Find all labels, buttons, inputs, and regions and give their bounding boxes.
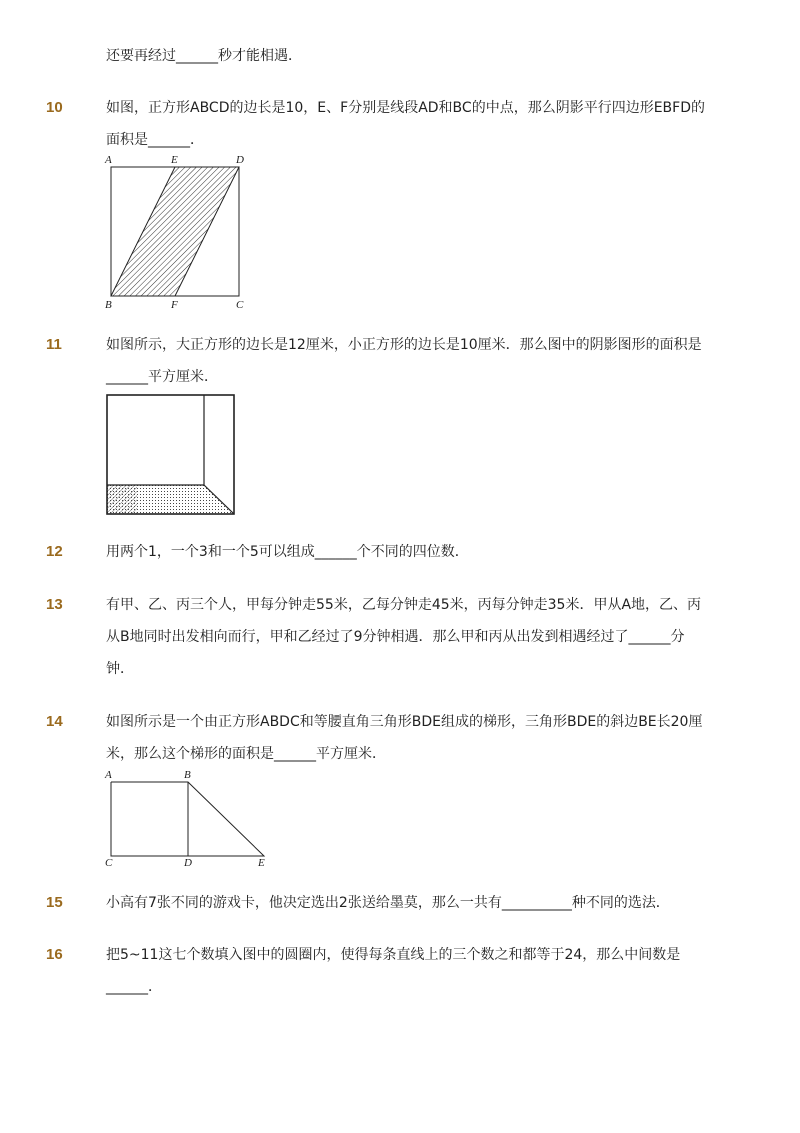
question-11-line-1: 如图所示，大正方形的边长是12厘米，小正方形的边长是10厘米．那么图中的阴影图形的面积是 [106,337,702,353]
question-number-16: 16 [46,946,63,963]
question-16-line-1: 把5~11这七个数填入图中的圆圈内，使得每条直线上的三个数之和都等于24，那么中间数是 [106,947,681,963]
question-14-line-2: 米，那么这个梯形的面积是______平方厘米． [106,746,386,762]
label-d: D [184,857,192,869]
label-b: B [105,299,112,311]
shaded-corner [107,485,137,514]
question-13-line-2: 从B地同时出发相向而行，甲和乙经过了9分钟相遇．那么甲和丙从出发到相遇经过了______分 [106,629,685,645]
question-10-line-1: 如图，正方形ABCD的边长是10，E、F分别是线段AD和BC的中点，那么阴影平行四边形EBFD的 [106,100,705,116]
question-number-15: 15 [46,894,63,911]
question-13-line-3: 钟． [106,661,134,677]
square-abcd-figure [100,150,260,315]
label-d: D [236,154,244,166]
label-a: A [105,154,112,166]
label-a: A [105,769,112,781]
question-number-12: 12 [46,543,63,560]
intro-line: 还要再经过______秒才能相遇． [106,48,302,64]
two-squares-figure [100,388,245,523]
question-number-11: 11 [46,336,62,353]
trapezoid-figure [100,765,275,870]
label-c: C [236,299,244,311]
question-11-line-2: ______平方厘米． [106,369,218,385]
question-number-10: 10 [46,99,63,116]
label-e: E [258,857,265,869]
question-16-line-2: ______． [106,979,162,995]
label-f: F [171,299,178,311]
question-number-13: 13 [46,596,63,613]
shaded-parallelogram-ebfd [111,167,239,296]
question-10-line-2: 面积是______． [106,132,204,148]
label-c: C [105,857,113,869]
label-e: E [171,154,178,166]
question-12-line-1: 用两个1，一个3和一个5可以组成______个不同的四位数． [106,544,469,560]
question-15-line-1: 小高有7张不同的游戏卡，他决定选出2张送给墨莫，那么一共有__________种不同的选法． [106,895,670,911]
label-b: B [184,769,191,781]
question-13-line-1: 有甲、乙、丙三个人，甲每分钟走55米，乙每分钟走45米，丙每分钟走35米．甲从A地，乙、丙 [106,597,702,613]
question-14-line-1: 如图所示是一个由正方形ABDC和等腰直角三角形BDE组成的梯形，三角形BDE的斜边BE长20厘 [106,714,703,730]
question-number-14: 14 [46,713,63,730]
